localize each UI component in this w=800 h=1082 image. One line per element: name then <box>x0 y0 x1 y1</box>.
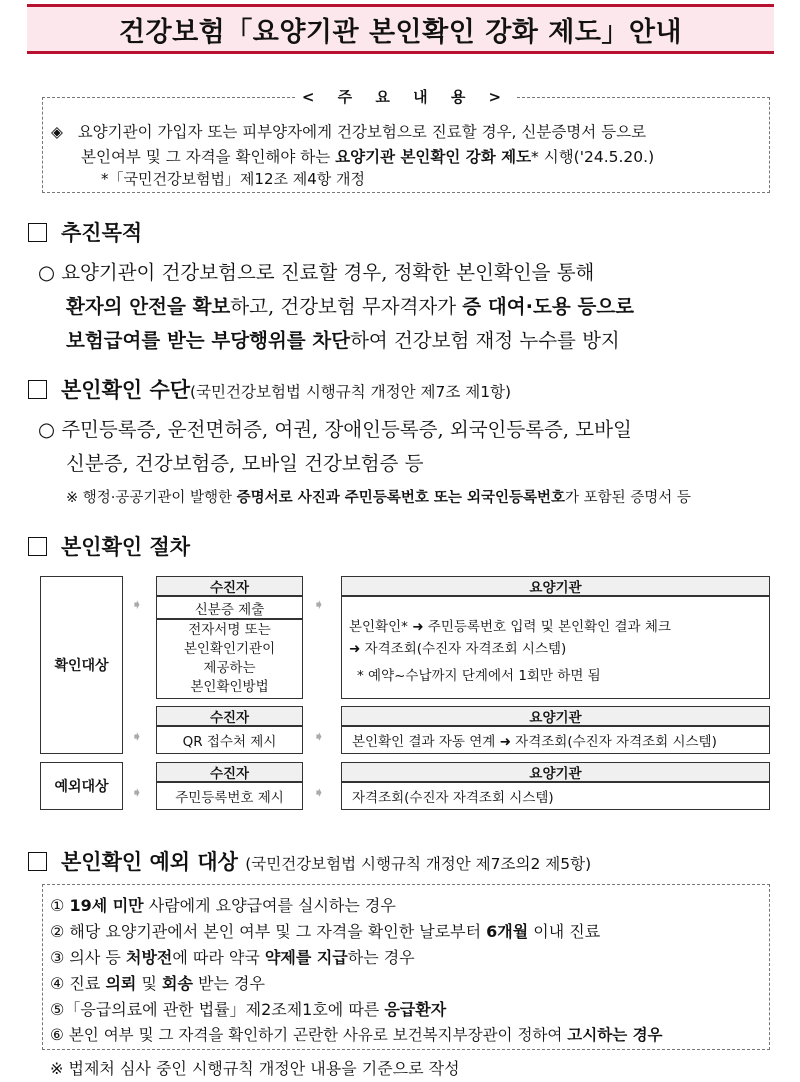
purpose-text-3: 하여 건강보험 재정 누수를 방지 <box>350 329 620 352</box>
arrow-right-icon: ➧ <box>131 785 143 801</box>
institution-header-3: 요양기관 <box>341 762 770 782</box>
checkbox-square-icon <box>28 537 47 556</box>
arrow-right-icon: ➧ <box>131 597 143 613</box>
page-title: 건강보험「요양기관 본인확인 강화 제도」안내 <box>118 16 683 48</box>
exception-item-3 <box>50 945 415 968</box>
patient-header-2: 수진자 <box>156 706 303 726</box>
means-note <box>66 486 691 507</box>
patient-header-1: 수진자 <box>156 576 303 596</box>
ex3-e: 하는 경우 <box>347 948 415 967</box>
ex2-a: ② 해당 요양기관에서 본인 여부 및 그 자격을 확인한 날로부터 <box>50 922 487 941</box>
ex3-c: 에 따라 약국 <box>172 948 265 967</box>
institution-header-2: 요양기관 <box>341 706 770 726</box>
means-note-b: 증명서로 사진과 주민등록번호 또는 외국인등록번호 <box>236 490 566 506</box>
institution-text-1: 본인확인* ➜ 주민등록번호 입력 및 본인확인 결과 체크 <box>349 619 671 635</box>
diamond-bullet-icon: ◈ <box>51 123 63 141</box>
means-note-c: 가 포함된 증명서 등 <box>565 490 691 506</box>
arrow-right-icon: ➧ <box>313 597 325 613</box>
ex4-c: 및 <box>136 974 162 993</box>
summary-line-2 <box>81 145 654 167</box>
purpose-bold-3: 보험급여를 받는 부당행위를 차단 <box>66 329 351 352</box>
id-submit-cell: 신분증 제출 <box>156 596 303 619</box>
ex3-b: 처방전 <box>125 948 173 967</box>
checkbox-square-icon <box>28 852 47 871</box>
checkbox-square-icon <box>28 223 47 242</box>
means-line-1: ○ 주민등록증, 운전면허증, 여권, 장애인등록증, 외국인등록증, 모바일 <box>38 418 632 441</box>
institution-header-1: 요양기관 <box>341 576 770 596</box>
ex4-a: ④ 진료 <box>50 974 106 993</box>
procedure-heading: 본인확인 절차 <box>61 535 191 559</box>
exceptions-paren: (국민건강보험법 시행규칙 개정안 제7조의2 제5항) <box>245 855 592 873</box>
means-note-a: ※ 행정·공공기관이 발행한 <box>66 490 237 506</box>
esign-line-2: 본인확인기관이 <box>183 641 276 657</box>
ex1-b: 19세 미만 <box>69 896 144 915</box>
patient-header-3: 수진자 <box>156 762 303 782</box>
summary-label-wrap <box>43 86 769 107</box>
checkbox-square-icon <box>28 380 47 399</box>
section-procedure <box>28 531 190 561</box>
footnote: ※ 법제처 심사 중인 시행규칙 개정안 내용을 기준으로 작성 <box>50 1059 460 1078</box>
ex1-a: ① <box>50 896 70 915</box>
rrn-cell: 주민등록번호 제시 <box>156 782 303 810</box>
means-heading: 본인확인 수단 <box>61 378 191 402</box>
summary-text-2b: 요양기관 본인확인 강화 제도 <box>335 148 532 166</box>
summary-text-1: 요양기관이 가입자 또는 피부양자에게 건강보험으로 진료할 경우, 신분증명서 등으로 <box>77 123 647 141</box>
summary-line-1 <box>51 120 646 142</box>
summary-text-2c: * 시행('24.5.20.) <box>531 148 655 166</box>
section-exceptions <box>28 846 591 876</box>
purpose-bold-1: 환자의 안전을 확보 <box>66 295 231 318</box>
ex6-b: 고시하는 경우 <box>567 1026 663 1044</box>
purpose-bold-2: 증 대여·도용 등으로 <box>462 295 634 318</box>
esign-line-3: 제공하는 <box>203 660 256 676</box>
institution-note: * 예약~수납까지 단계에서 1회만 하면 됨 <box>357 668 601 684</box>
ex2-b: 6개월 <box>486 922 529 941</box>
arrow-right-icon: ➧ <box>131 729 143 745</box>
exceptions-heading: 본인확인 예외 대상 <box>61 850 238 874</box>
means-line-2: 신분증, 건강보험증, 모바일 건강보험증 등 <box>66 452 424 475</box>
section-purpose <box>28 217 142 247</box>
except-target-cell: 예외대상 <box>40 762 123 810</box>
ex5-a: ⑤「응급의료에 관한 법률」제2조제1호에 따른 <box>50 1000 385 1019</box>
ex3-a: ③ 의사 등 <box>50 948 126 967</box>
ex4-b: 의뢰 <box>105 974 137 993</box>
esign-line-1: 전자서명 또는 <box>188 622 271 638</box>
ex4-e: 받는 경우 <box>192 974 265 993</box>
purpose-text-2: 하고, 건강보험 무자격자가 <box>230 295 463 318</box>
ex5-b: 응급환자 <box>384 1000 447 1019</box>
institution-cell-2: 본인확인 결과 자동 연계 ➜ 자격조회(수진자 자격조회 시스템) <box>341 726 770 754</box>
qr-cell: QR 접수처 제시 <box>156 726 303 754</box>
exception-item-1 <box>50 893 396 916</box>
summary-line-3: *「국민건강보험법」제12조 제4항 개정 <box>101 170 366 188</box>
purpose-heading: 추진목적 <box>61 221 143 245</box>
confirm-target-cell: 확인대상 <box>40 576 123 754</box>
exception-item-5 <box>50 997 446 1020</box>
ex3-d: 약제를 지급 <box>264 948 348 967</box>
summary-text-2a: 본인여부 및 그 자격을 확인해야 하는 <box>81 148 336 166</box>
summary-label: < 주 요 내 용 > <box>296 88 516 106</box>
arrow-right-icon: ➧ <box>313 729 325 745</box>
purpose-line-3 <box>66 325 620 353</box>
means-paren: (국민건강보험법 시행규칙 개정안 제7조 제1항) <box>190 383 512 401</box>
ex6-a: ⑥ 본인 여부 및 그 자격을 확인하기 곤란한 사유로 보건복지부장관이 정하여 <box>50 1026 568 1044</box>
ex4-d: 회송 <box>162 974 193 993</box>
purpose-line-1: ○ 요양기관이 건강보험으로 진료할 경우, 정확한 본인확인을 통해 <box>38 261 595 284</box>
summary-box <box>42 88 770 193</box>
institution-cell-3: 자격조회(수진자 자격조회 시스템) <box>341 782 770 810</box>
ex2-c: 이내 진료 <box>528 922 601 941</box>
title-banner <box>27 4 774 54</box>
ex1-c: 사람에게 요양급여를 실시하는 경우 <box>143 896 396 915</box>
section-means <box>28 374 511 404</box>
exception-item-4 <box>50 971 265 994</box>
institution-text-2: ➜ 자격조회(수진자 자격조회 시스템) <box>349 641 567 657</box>
exception-item-6 <box>50 1023 663 1045</box>
esign-cell <box>156 619 303 699</box>
arrow-right-icon: ➧ <box>313 785 325 801</box>
exception-item-2 <box>50 919 600 942</box>
purpose-line-2 <box>66 291 634 319</box>
esign-line-4: 본인확인방법 <box>190 679 269 695</box>
